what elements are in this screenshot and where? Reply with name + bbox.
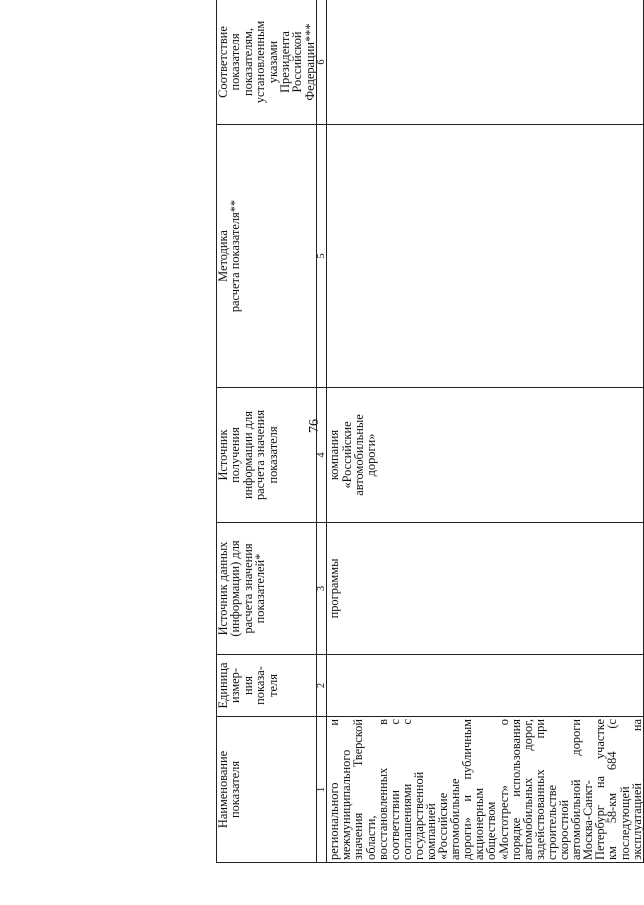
indicator-name-line: межмуниципального (339, 749, 354, 860)
indicator-name-line: автомобильной дороги (569, 719, 584, 860)
header-row (217, 0, 317, 863)
column-number: 4 (317, 388, 327, 523)
indicator-name-line: дороги» и публичным (460, 719, 475, 860)
header-cell: Методика расчета показателя** (217, 125, 317, 388)
indicator-name-line: автомобильных дорог, (520, 719, 535, 860)
column-number: 3 (317, 523, 327, 655)
indicator-name-line: порядке использования (508, 719, 523, 860)
info-source-cell: компания «Российские автомобильные дороги» (327, 388, 643, 523)
header-cell: Соответствие показателя показателям, установленным указами Президента Российской Федерации*** (217, 0, 317, 125)
indicator-name-line: государственной (411, 771, 426, 860)
indicator-name-line: эксплуатацией на (629, 719, 644, 860)
indicator-name-cell (327, 717, 643, 863)
indicator-name-line: области, (363, 815, 378, 860)
column-number-row (317, 0, 327, 863)
header-cell: Источник получения информации для расчета значения показателя (217, 388, 317, 523)
indicators-table (216, 0, 644, 863)
column-number: 6 (317, 0, 327, 125)
method-cell (327, 125, 643, 388)
indicator-name-line: строительстве (544, 784, 559, 860)
data-source-cell: программы (327, 523, 643, 655)
indicator-name-line: Петербург на участке (593, 719, 608, 860)
column-number: 1 (317, 717, 327, 863)
indicator-name-line: км 58-км 684 (с (605, 719, 620, 860)
indicator-name-line: Москва-Санкт- (581, 780, 596, 860)
indicator-name-line: обществом (484, 801, 499, 860)
table-row (327, 0, 643, 863)
indicator-name-line: соответствии с (387, 719, 402, 860)
indicator-name-line: «Российские (436, 792, 451, 860)
indicator-name-line: восстановленных в (375, 719, 390, 860)
header-cell: Наименование показателя (217, 717, 317, 863)
indicator-name-line: скоростной (557, 799, 572, 860)
indicator-name-line: акционерным (472, 787, 487, 860)
unit-cell (327, 655, 643, 717)
header-cell: Единица измер- ния показа- теля (217, 655, 317, 717)
correspondence-cell (327, 0, 643, 125)
indicator-name-line: последующей (617, 786, 632, 860)
page-number: 76 (307, 419, 322, 433)
indicator-name-line: значения Тверской (351, 719, 366, 860)
indicator-name-line: задействованных при (532, 719, 547, 860)
indicator-name-line: «Мостотрест» о (496, 719, 511, 860)
column-number: 5 (317, 125, 327, 388)
rotated-table-container (216, 0, 644, 863)
column-number: 2 (317, 655, 327, 717)
indicator-name-line: соглашениями с (399, 719, 414, 860)
indicator-name-line: регионального и (327, 719, 342, 860)
header-cell: Источник данных (информации) для расчета значения показателей* (217, 523, 317, 655)
indicator-name-line: компанией (424, 803, 438, 860)
indicator-name-line: автомобильные (448, 778, 463, 860)
